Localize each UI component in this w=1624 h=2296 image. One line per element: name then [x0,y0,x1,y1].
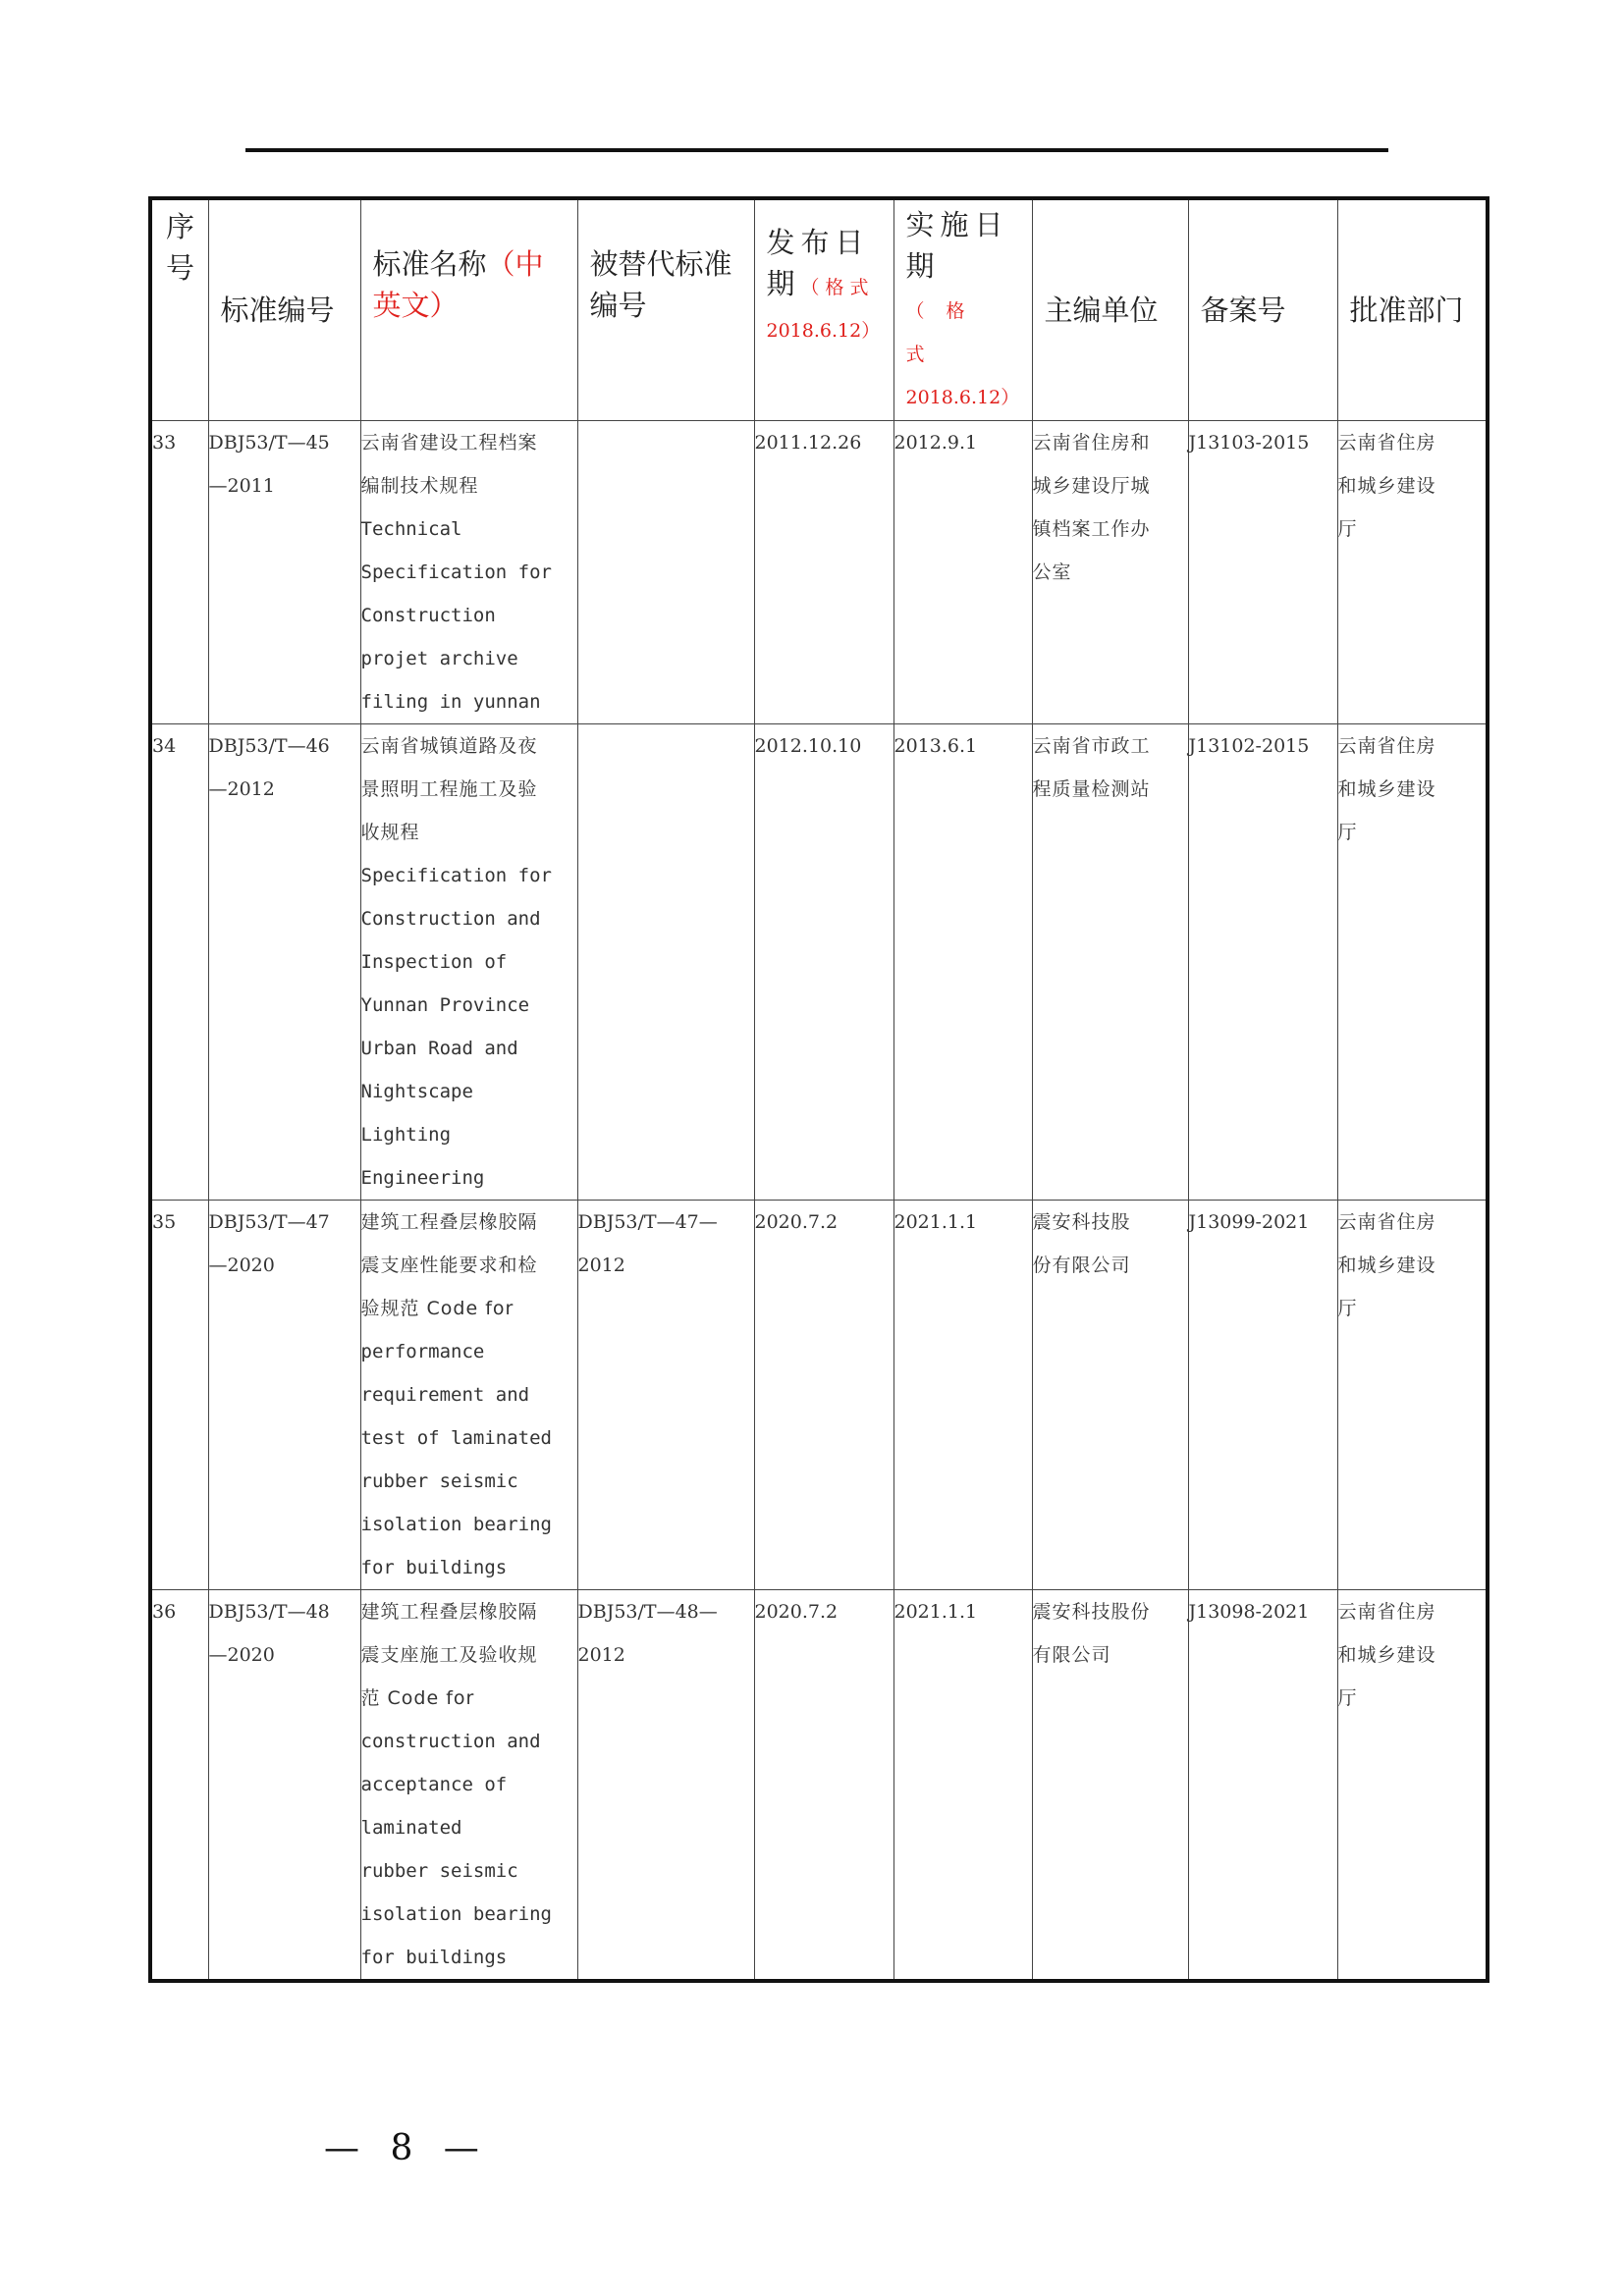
header-pub-date [754,198,893,421]
name-line: Specification for [360,561,552,583]
row-editor [1032,421,1188,724]
header-rule [245,148,1388,152]
editor-line: 份有限公司 [1032,1255,1131,1276]
replaced-line: DBJ53/T—48— [577,1601,718,1623]
row-dept [1337,1201,1488,1590]
header-name-lang: （中英文） [372,247,544,322]
row-dept [1337,421,1488,724]
editor-line: 震安科技股份 [1032,1601,1151,1623]
name-line: 编制技术规程 [360,475,479,497]
header-seq: 序号 [150,198,208,421]
code-line: DBJ53/T—46 [208,735,330,757]
editor-line: 公室 [1032,561,1072,583]
row-name [360,1201,577,1590]
row-seq [150,421,208,724]
row-pub-date [754,1201,893,1590]
row-editor [1032,1590,1188,1982]
seq-value: 36 [152,1601,177,1623]
row-record [1188,1590,1337,1982]
record-value: J13103-2015 [1188,432,1310,454]
name-line: 云南省建设工程档案 [360,432,538,454]
name-line: 云南省城镇道路及夜 [360,735,538,757]
replaced-line: DBJ53/T—47— [577,1211,718,1233]
row-replaced [577,1590,754,1982]
name-line: filing in yunnan [360,691,541,713]
name-line: Engineering [360,1167,485,1189]
header-impl-format-date: 2018.6.12） [905,387,1020,408]
name-line: Specification for [360,865,552,886]
name-line: Nightscape [360,1081,473,1102]
code-line: —2020 [208,1255,275,1276]
header-name [360,198,577,421]
row-editor [1032,724,1188,1201]
name-line: performance [360,1341,485,1362]
row-code [208,421,360,724]
row-name [360,421,577,724]
name-line: acceptance of [360,1774,508,1795]
editor-line: 程质量检测站 [1032,778,1151,800]
dept-line: 云南省住房 [1337,1211,1436,1233]
impl-date-value: 2021.1.1 [893,1601,978,1623]
name-line: for buildings [360,1557,508,1578]
row-editor [1032,1201,1188,1590]
code-line: —2011 [208,475,275,497]
table-row [150,421,1488,724]
name-line: test of laminated [360,1427,552,1449]
name-line: isolation bearing [360,1903,552,1925]
row-code [208,1201,360,1590]
row-seq [150,1590,208,1982]
row-impl-date [893,421,1032,724]
name-line: Construction and [360,908,541,930]
name-line: 收规程 [360,822,420,843]
name-line: 景照明工程施工及验 [360,778,538,800]
editor-line: 镇档案工作办 [1032,518,1151,540]
header-dept: 批准部门 [1337,198,1488,421]
editor-line: 云南省市政工 [1032,735,1151,757]
name-line: Technical [360,518,462,540]
header-pub-format-date: 2018.6.12） [766,320,881,342]
header-replaced: 被替代标准编号 [577,198,754,421]
name-line: 震支座性能要求和检 [360,1255,538,1276]
code-line: —2020 [208,1644,275,1666]
dept-line: 云南省住房 [1337,432,1436,454]
header-impl-format: （格式 [905,300,987,365]
header-record: 备案号 [1188,198,1337,421]
dept-line: 厅 [1337,822,1358,843]
table-row [150,1590,1488,1982]
row-pub-date [754,421,893,724]
header-impl-date [893,198,1032,421]
editor-line: 城乡建设厅城 [1032,475,1151,497]
dept-line: 云南省住房 [1337,1601,1436,1623]
table-row [150,724,1488,1201]
name-line: requirement and [360,1384,530,1406]
impl-date-value: 2012.9.1 [893,432,978,454]
name-line: 建筑工程叠层橡胶隔 [360,1211,538,1233]
dept-line: 厅 [1337,518,1358,540]
pub-date-value: 2020.7.2 [754,1601,839,1623]
row-replaced [577,724,754,1201]
header-pub-label: 发布日期 [766,226,870,300]
name-line: 建筑工程叠层橡胶隔 [360,1601,538,1623]
table-header-row [150,198,1488,421]
name-line: construction and [360,1731,541,1752]
name-line: for buildings [360,1947,508,1968]
row-pub-date [754,724,893,1201]
pub-date-value: 2011.12.26 [754,432,862,454]
row-seq [150,724,208,1201]
row-replaced [577,421,754,724]
row-replaced [577,1201,754,1590]
row-dept [1337,1590,1488,1982]
row-record [1188,1201,1337,1590]
code-line: DBJ53/T—45 [208,432,330,454]
row-name [360,1590,577,1982]
name-line: isolation bearing [360,1514,552,1535]
name-line: Yunnan Province [360,994,530,1016]
record-value: J13102-2015 [1188,735,1310,757]
table-row [150,1201,1488,1590]
name-line: 震支座施工及验收规 [360,1644,538,1666]
row-code [208,724,360,1201]
name-line: Urban Road and [360,1038,518,1059]
row-impl-date [893,1201,1032,1590]
name-line: projet archive [360,648,518,669]
name-line: 范 Code for [360,1687,475,1709]
dept-line: 厅 [1337,1687,1358,1709]
code-line: DBJ53/T—48 [208,1601,330,1623]
dept-line: 和城乡建设 [1337,778,1436,800]
seq-value: 35 [152,1211,177,1233]
header-name-label: 标准名称 [372,247,487,281]
dept-line: 云南省住房 [1337,735,1436,757]
record-value: J13098-2021 [1188,1601,1310,1623]
editor-line: 云南省住房和 [1032,432,1151,454]
row-impl-date [893,1590,1032,1982]
impl-date-value: 2021.1.1 [893,1211,978,1233]
row-pub-date [754,1590,893,1982]
name-line: Construction [360,605,496,626]
seq-value: 34 [152,735,177,757]
replaced-line: 2012 [577,1644,625,1666]
row-record [1188,724,1337,1201]
row-name [360,724,577,1201]
replaced-line: 2012 [577,1255,625,1276]
header-editor: 主编单位 [1032,198,1188,421]
standards-table [148,196,1489,1983]
header-pub-format: （格式 [800,277,875,298]
row-code [208,1590,360,1982]
editor-line: 震安科技股 [1032,1211,1131,1233]
seq-value: 33 [152,432,177,454]
name-line: Lighting [360,1124,452,1146]
header-code: 标准编号 [208,198,360,421]
code-line: DBJ53/T—47 [208,1211,330,1233]
dept-line: 厅 [1337,1298,1358,1319]
editor-line: 有限公司 [1032,1644,1111,1666]
row-impl-date [893,724,1032,1201]
name-line: 验规范 Code for [360,1298,514,1319]
name-line: laminated [360,1817,462,1839]
page-number: — 8 — [324,2128,489,2168]
dept-line: 和城乡建设 [1337,1644,1436,1666]
header-impl-label: 实施日期 [905,208,1009,283]
impl-date-value: 2013.6.1 [893,735,978,757]
row-record [1188,421,1337,724]
name-line: rubber seismic [360,1470,518,1492]
dept-line: 和城乡建设 [1337,475,1436,497]
pub-date-value: 2020.7.2 [754,1211,839,1233]
row-dept [1337,724,1488,1201]
name-line: Inspection of [360,951,508,973]
record-value: J13099-2021 [1188,1211,1310,1233]
name-line: rubber seismic [360,1860,518,1882]
row-seq [150,1201,208,1590]
dept-line: 和城乡建设 [1337,1255,1436,1276]
code-line: —2012 [208,778,275,800]
pub-date-value: 2012.10.10 [754,735,862,757]
